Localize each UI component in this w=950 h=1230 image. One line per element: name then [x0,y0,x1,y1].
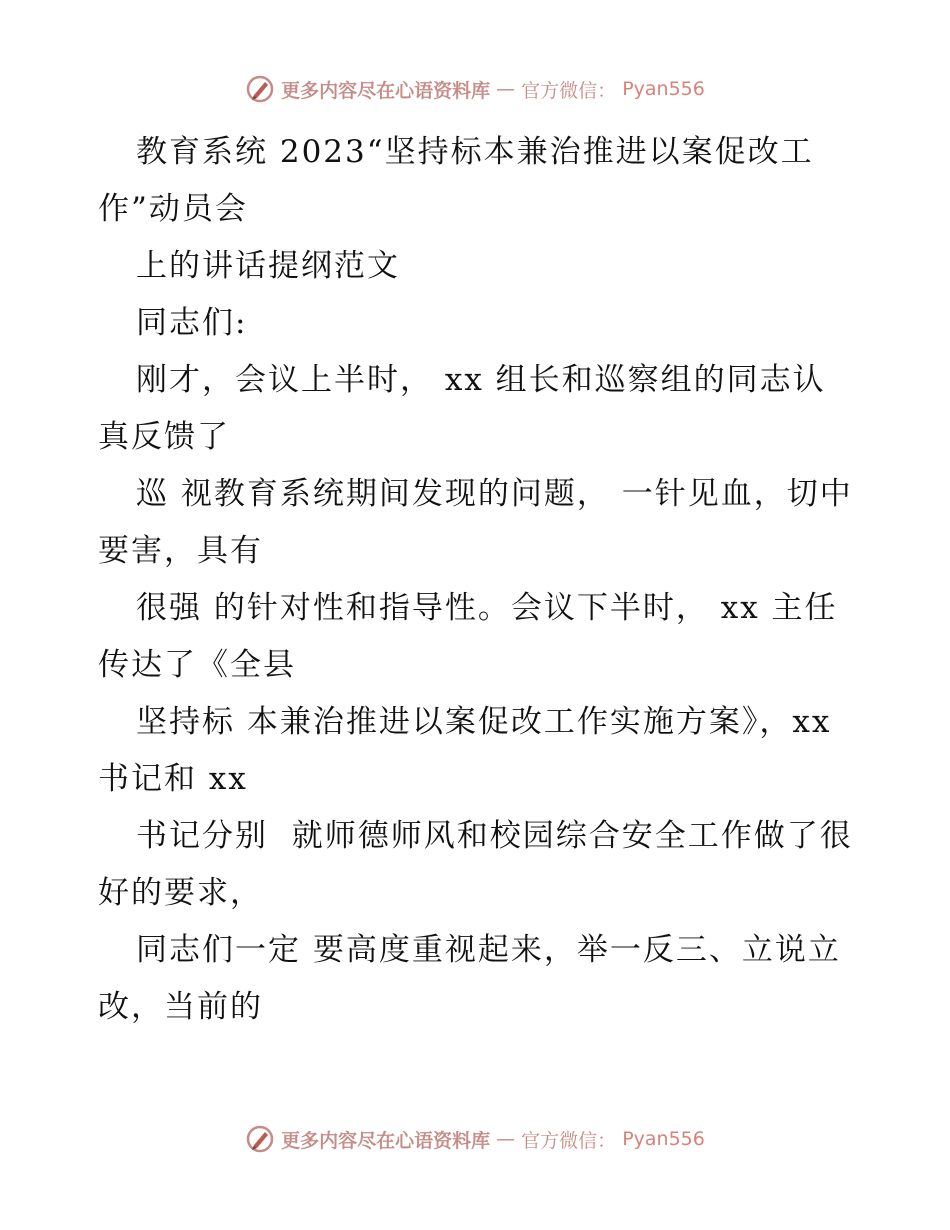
watermark-separator: — [496,1128,516,1150]
document-body [98,124,858,1036]
pen-logo-icon [245,1124,275,1154]
watermark-wechat-label: 官方微信： [521,79,617,102]
document-title: 教育系统 2023“坚持标本兼治推进以案促改工作”动员会 [98,134,814,227]
watermark-site-text: 更多内容尽在心语资料库 [281,79,491,102]
body-paragraph: 刚才，会议上半时， xx 组长和巡察组的同志认真反馈了 [98,362,826,455]
salutation: 同志们: [136,305,248,341]
body-paragraph: 书记分别 就师德师风和校园综合安全工作做了很好的要求， [98,818,853,911]
watermark-wechat-id: Pyan556 [622,78,705,100]
watermark-wechat-id: Pyan556 [622,1128,705,1150]
watermark-wechat-label: 官方微信： [521,1129,617,1152]
watermark-separator: — [496,78,516,100]
footer-watermark [0,1124,950,1154]
body-paragraph: 坚持标 本兼治推进以案促改工作实施方案》，xx 书记和 xx [98,704,844,797]
pen-logo-icon [245,74,275,104]
body-paragraph: 很强 的针对性和指导性。会议下半时， xx 主任传达了《全县 [98,590,838,683]
header-watermark [0,74,950,104]
document-subtitle: 上的讲话提纲范文 [136,248,400,284]
watermark-site-text: 更多内容尽在心语资料库 [281,1129,491,1152]
body-paragraph: 同志们一定 要高度重视起来，举一反三、立说立改，当前的 [98,932,841,1025]
body-paragraph: 巡 视教育系统期间发现的问题， 一针见血，切中要害，具有 [98,476,853,569]
